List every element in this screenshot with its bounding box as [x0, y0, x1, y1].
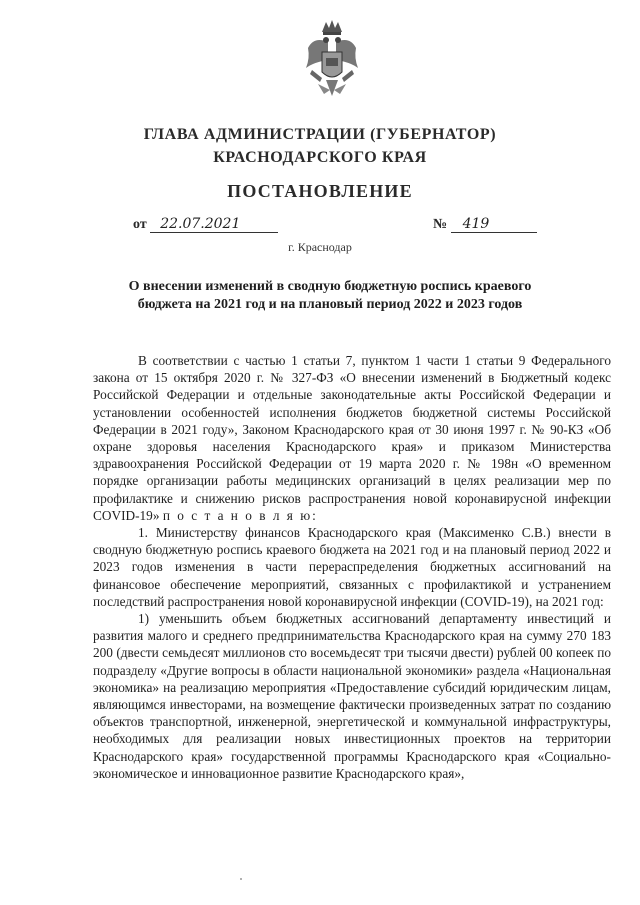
document-date: 22.07.2021 — [150, 216, 278, 233]
preamble-paragraph — [93, 352, 611, 524]
authority-line-2: КРАСНОДАРСКОГО КРАЯ — [213, 149, 427, 166]
date-label: от — [133, 217, 147, 232]
document-type: ПОСТАНОВЛЕНИЕ — [227, 181, 413, 201]
authority-line-1: ГЛАВА АДМИНИСТРАЦИИ (ГУБЕРНАТОР) — [143, 126, 497, 143]
number-label: № — [433, 217, 448, 232]
date-row — [133, 216, 278, 233]
clause-1-1-paragraph: 1) уменьшить объем бюджетных ассигнований департаменту инвестиций и развития малого и среднего предпринимательства Краснодарского края на сумму 270 183 200 (двести семьдесят миллионов сто восемьдесят три тысячи двести) рублей 00 копеек по подразделу «Другие вопросы в области национальной экономики» раздела «Национальная экономика» на реализацию мероприятия «Предоставление субсидий юридическим лицам, являющимся инвесторами, на возмещение фактически произведенных затрат по созданию объектов транспортной, инженерной, энергетической и коммунальной инфраструктуры, необходимых для реализации новых инвестиционных проектов на территории Краснодарского края» государственной программы Краснодарского края «Социально-экономическое и инновационное развитие Краснодарского края», — [93, 611, 611, 781]
clause-1-paragraph: 1. Министерству финансов Краснодарского края (Максименко С.В.) внести в сводную бюджетную роспись краевого бюджета на 2021 год и на плановый период 2022 и 2023 годов изменения в части перераспределения бюджетных ассигнований на финансовое обеспечение мероприятий, связанных с профилактикой и устранением последствий распространения новой коронавирусной инфекции (COVID-19), на 2021 год: — [93, 525, 611, 609]
resolution-word: п о с т а н о в л я ю: — [162, 507, 318, 523]
coat-of-arms-icon — [300, 18, 364, 102]
document-number: 419 — [451, 216, 537, 233]
number-row — [433, 216, 537, 233]
scan-speck — [240, 878, 242, 880]
document-title: О внесении изменений в сводную бюджетную роспись краевого бюджета на 2021 год и на плановый период 2022 и 2023 годов — [128, 279, 532, 312]
city: г. Краснодар — [288, 240, 352, 254]
document-body — [93, 352, 611, 782]
preamble-text: В соответствии с частью 1 статьи 7, пунктом 1 части 1 статьи 9 Федерального закона от 15 октября 2020 г. № 327-ФЗ «О внесении изменений в Бюджетный кодекс Российской Федерации и отдельные законодательные акты Российской Федерации и установлении особенностей исполнения бюджетов бюджетной системы Российской Федерации в 2021 году», Законом Краснодарского края от 30 июня 1997 г. № 90-КЗ «Об охране здоровья населения Краснодарского края» и приказом Министерства здравоохранения Российской Федерации от 19 марта 2020 г. № 198н «О временном порядке организации работы медицинских организаций в целях реализации мер по профилактике и снижению рисков распространения новой коронавирусной инфекции COVID-19» — [93, 353, 611, 523]
